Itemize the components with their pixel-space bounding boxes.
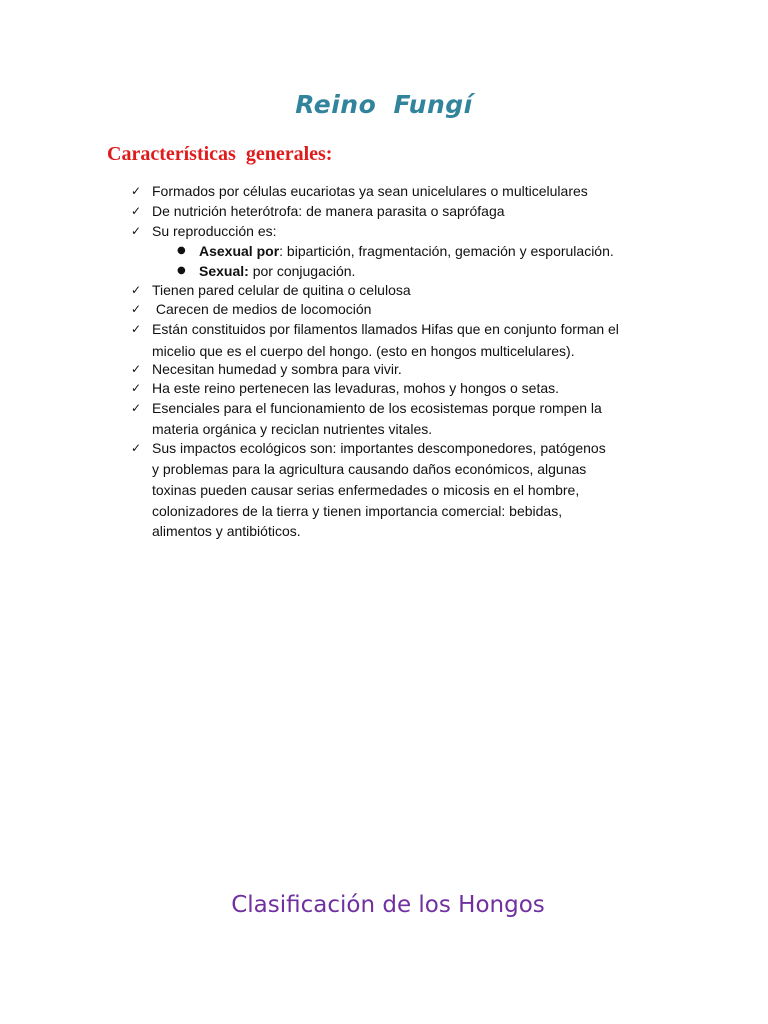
- list-item-text: De nutrición heterótrofa: de manera parasita o saprófaga: [152, 203, 505, 219]
- list-item-text: y problemas para la agricultura causando daños económicos, algunas: [152, 461, 587, 477]
- checkmark-icon: ✓: [131, 204, 142, 218]
- list-item-text: alimentos y antibióticos.: [152, 523, 301, 539]
- section-heading: Características generales:: [107, 143, 333, 165]
- checkmark-icon: ✓: [131, 381, 142, 395]
- sub-list-item-text: [199, 241, 614, 262]
- sub-list-item-label: Asexual por: [199, 243, 280, 259]
- checkmark-icon: ✓: [131, 441, 142, 455]
- checkmark-icon: ✓: [131, 283, 142, 297]
- checkmark-icon: ✓: [131, 184, 142, 198]
- list-item-text: Necesitan humedad y sombra para vivir.: [152, 361, 402, 377]
- list-item-text: Esenciales para el funcionamiento de los ecosistemas porque rompen la: [152, 400, 602, 416]
- list-item-text: micelio que es el cuerpo del hongo. (esto en hongos multicelulares).: [152, 343, 575, 359]
- checkmark-icon: ✓: [131, 224, 142, 238]
- bullet-icon: ●: [177, 265, 186, 276]
- sub-list-item-text: [199, 261, 355, 282]
- list-item-text: Sus impactos ecológicos son: importantes descomponedores, patógenos: [152, 440, 606, 456]
- list-item-text: Ha este reino pertenecen las levaduras, mohos y hongos o setas.: [152, 380, 560, 396]
- bullet-icon: ●: [177, 245, 186, 256]
- checkmark-icon: ✓: [131, 362, 142, 376]
- checkmark-icon: ✓: [131, 322, 142, 336]
- list-item-text: Están constituidos por filamentos llamados Hifas que en conjunto forman el: [152, 321, 619, 337]
- sub-list-item-detail: por conjugación.: [248, 263, 356, 279]
- sub-list-item-detail: : bipartición, fragmentación, gemación y esporulación.: [279, 243, 614, 259]
- list-item-text: Formados por células eucariotas ya sean unicelulares o multicelulares: [152, 183, 588, 199]
- checkmark-icon: ✓: [131, 302, 142, 316]
- section-footer-heading: Clasificación de los Hongos: [231, 892, 545, 918]
- list-item-text: Carecen de medios de locomoción: [152, 301, 372, 317]
- list-item-text: Tienen pared celular de quitina o celulosa: [152, 282, 411, 298]
- checkmark-icon: ✓: [131, 401, 142, 415]
- list-item-text: toxinas pueden causar serias enfermedades o micosis en el hombre,: [152, 482, 580, 498]
- sub-list-item-label: Sexual:: [199, 263, 249, 279]
- page-title: Reino Fungí: [295, 90, 473, 119]
- list-item-text: colonizadores de la tierra y tienen importancia comercial: bebidas,: [152, 503, 563, 519]
- list-item-text: materia orgánica y reciclan nutrientes vitales.: [152, 421, 433, 437]
- list-item-text: Su reproducción es:: [152, 223, 277, 239]
